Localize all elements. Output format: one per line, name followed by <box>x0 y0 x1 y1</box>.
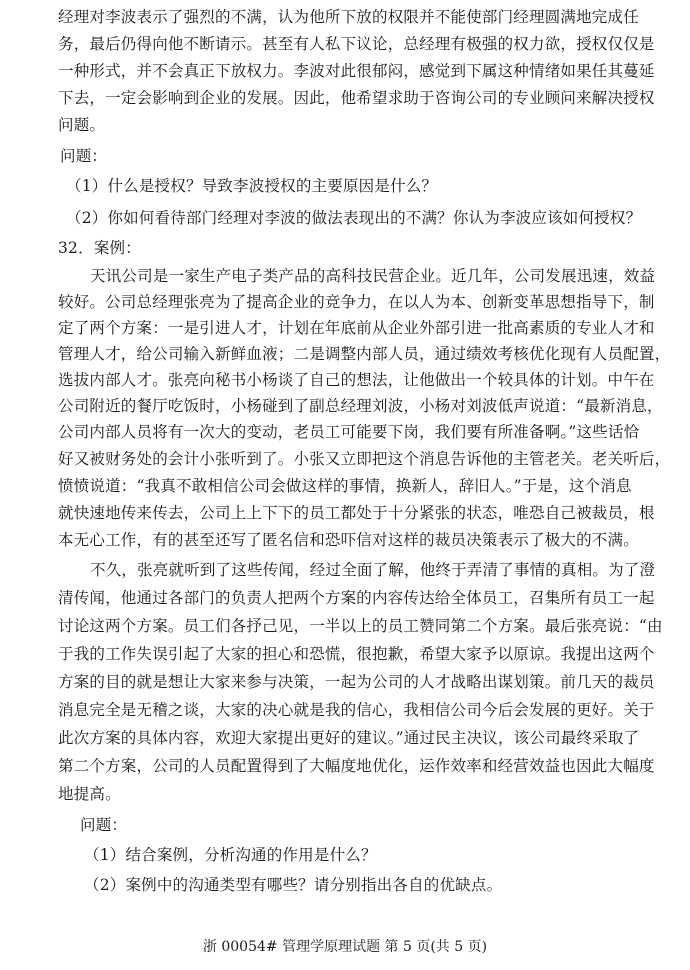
question-item: （1）什么是授权？导致李波授权的主要原因是什么？ <box>66 177 438 195</box>
paragraph-line: 讨论这两个方案。员工们各抒己见，一半以上的员工赞同第二个方案。最后张亮说：“由 <box>58 617 663 635</box>
questions-label: 问题： <box>60 147 108 165</box>
question-item: （2）你如何看待部门经理对李波的做法表现出的不满？你认为李波应该如何授权？ <box>66 209 642 227</box>
page-footer: 浙 00054# 管理学原理试题 第 5 页(共 5 页) <box>202 939 488 955</box>
paragraph-line: 好又被财务处的会计小张听到了。小张又立即把这个消息告诉他的主管老关。老关听后， <box>58 450 671 468</box>
paragraph-line: 一种形式，并不会真正下放权力。李波对此很郁闷，感觉到下属这种情绪如果任其蔓延 <box>58 62 655 80</box>
paragraph-line: 本无心工作，有的甚至还写了匿名信和恐吓信对这样的裁员决策表示了极大的不满。 <box>58 531 639 549</box>
paragraph-line: 方案的目的就是想让大家来参与决策，一起为公司的人才战略出谋划策。前几天的裁员 <box>58 673 655 691</box>
question-item: （2）案例中的沟通类型有哪些？请分别指出各自的优缺点。 <box>84 876 503 894</box>
paragraph-line: 经理对李波表示了强烈的不满，认为他所下放的权限并不能使部门经理圆满地完成任 <box>58 8 639 26</box>
question-item: （1）结合案例，分析沟通的作用是什么？ <box>84 846 377 864</box>
paragraph-line: 天讯公司是一家生产电子类产品的高科技民营企业。近几年，公司发展迅速，效益 <box>90 267 656 285</box>
paragraph-line: 第二个方案，公司的人员配置得到了大幅度地优化，运作效率和经营效益也因此大幅度 <box>58 757 655 775</box>
paragraph-line: 公司附近的餐厅吃饭时，小杨碰到了副总经理刘波，小杨对刘波低声说道：“最新消息， <box>58 397 663 415</box>
questions-label: 问题： <box>80 816 128 834</box>
paragraph-line: 不久，张亮就听到了这些传闻，经过全面了解，他终于弄清了事情的真相。为了澄 <box>90 561 656 579</box>
paragraph-line: 此次方案的具体内容，欢迎大家提出更好的建议。”通过民主决议，该公司最终采取了 <box>58 729 640 747</box>
paragraph-line: 愤愤说道：“我真不敢相信公司会做这样的事情，换新人，辞旧人。”于是，这个消息 <box>58 477 632 495</box>
paragraph-line: 问题。 <box>58 116 106 134</box>
paragraph-line: 下去，一定会影响到企业的发展。因此，他希望求助于咨询公司的专业顾问来解决授权 <box>58 89 655 107</box>
case-title: 32．案例： <box>58 239 141 257</box>
paragraph-line: 管理人才，给公司输入新鲜血液；二是调整内部人员，通过绩效考核优化现有人员配置， <box>58 345 671 363</box>
paragraph-line: 就快速地传来传去，公司上上下下的员工都处于十分紧张的状态，唯恐自己被裁员，根 <box>58 504 655 522</box>
paragraph-line: 于我的工作失误引起了大家的担心和恐慌，很抱歉，希望大家予以原谅。我提出这两个 <box>58 645 655 663</box>
paragraph-line: 较好。公司总经理张亮为了提高企业的竞争力，在以人为本、创新变革思想指导下，制 <box>58 293 655 311</box>
paragraph-line: 选拔内部人才。张亮向秘书小杨谈了自己的想法，让他做出一个较具体的计划。中午在 <box>58 371 655 389</box>
paragraph-line: 消息完全是无稽之谈，大家的决心就是我的信心，我相信公司今后会发展的更好。关于 <box>58 701 655 719</box>
paragraph-line: 公司内部人员将有一次大的变动，老员工可能要下岗，我们要有所准备啊。”这些话恰 <box>58 423 640 441</box>
paragraph-line: 定了两个方案：一是引进人才，计划在年底前从企业外部引进一批高素质的专业人才和 <box>58 319 655 337</box>
paragraph-line: 务，最后仍得向他不断请示。甚至有人私下议论，总经理有极强的权力欲，授权仅仅是 <box>58 35 655 53</box>
paragraph-line: 清传闻，他通过各部门的负责人把两个方案的内容传达给全体员工，召集所有员工一起 <box>58 589 655 607</box>
paragraph-line: 地提高。 <box>58 785 121 803</box>
